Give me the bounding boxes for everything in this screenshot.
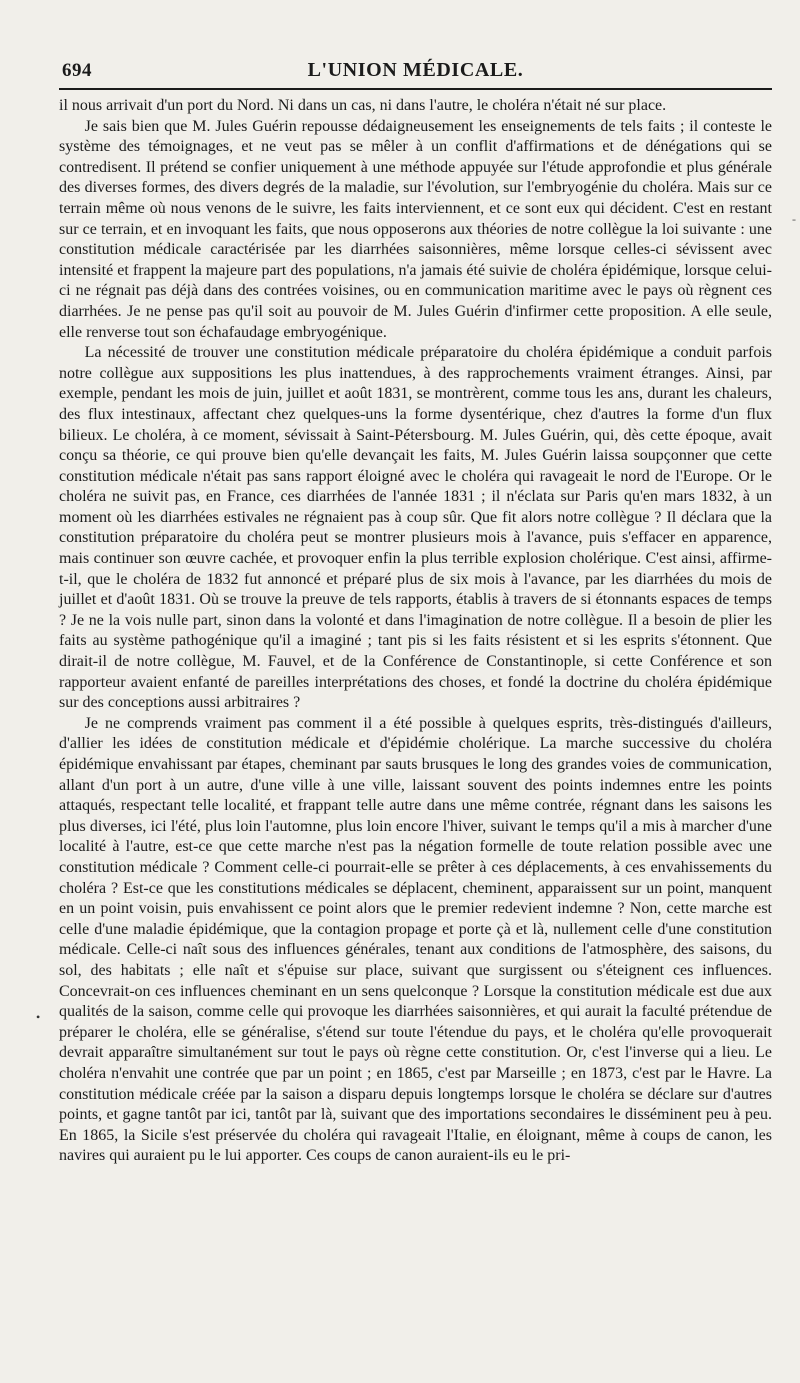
page-number: 694 xyxy=(62,60,92,81)
page-header xyxy=(59,58,772,90)
paragraph-continuation: il nous arrivait d'un port du Nord. Ni dans un cas, ni dans l'autre, le choléra n'était né sur place. xyxy=(59,97,667,114)
margin-dot: • xyxy=(36,1010,41,1024)
paragraph: Je ne comprends vraiment pas comment il a été possible à quelques esprits, très-distingués d'ailleurs, d'allier les idées de constitution médicale et d'épidémie cholérique. La marche successive du choléra épidémique envahissant par étapes, cheminant par sauts brusques le long des grandes voies de communication, allant d'un port à un autre, d'une ville à une ville, laissant souvent des points indemnes entre les points attaqués, respectant telle localité, et frappant telle autre dans une même contrée, régnant dans les saisons les plus diverses, ici l'été, plus loin l'automne, plus loin encore l'hiver, suivant le temps qu'il a mis à marcher d'une localité à l'autre, est-ce que cette marche n'est pas la négation formelle de toute relation possible avec une constitution médicale ? Comment celle-ci pourrait-elle se prêter à ces déplacements, à ces envahissements du choléra ? Est-ce que les constitutions médicales se déplacent, cheminent, apparaissent sur un point, manquent en un point voisin, puis envahissent ce point alors que le premier redevient indemne ? Non, cette marche est celle d'une maladie épidémique, que la contagion propage et porte çà et là, nullement celle d'une constitution médicale. Celle-ci naît sous des influences générales, tenant aux conditions de l'atmosphère, des saisons, du sol, des habitats ; elle naît et s'épuise sur place, suivant que surgissent ou s'éteignent ces influences. Concevrait-on ces influences cheminant en un sens quelconque ? Lorsque la constitution médicale est due aux qualités de la saison, comme celle qui provoque les diarrhées saisonnières, et qui aurait la faculté prétendue de préparer le choléra, elle se généralise, s'étend sur toute l'étendue du pays, et le choléra qu'elle provoquerait devrait apparaître simultanément sur tout le pays où règne cette constitution. Or, c'est l'inverse qui a lieu. Le choléra n'envahit une contrée que par un point ; en 1865, c'est par Marseille ; en 1873, c'est par le Havre. La constitution médicale créée par la saison a disparu depuis longtemps lorsque le choléra se déclare sur d'autres points, et gagne tantôt par ici, tantôt par là, suivant que des importations secondaires le disséminent peu à peu. En 1865, la Sicile s'est préservée du choléra qui ravageait l'Italie, en éloignant, même à coups de canon, les navires qui auraient pu le lui apporter. Ces coups de canon auraient-ils eu le pri- xyxy=(59,714,772,1165)
paragraph: La nécessité de trouver une constitution médicale préparatoire du choléra épidémique a conduit parfois notre collègue aux suppositions les plus inattendues, à des rapprochements vraiment étranges. Ainsi, par exemple, pendant les mois de juin, juillet et août 1831, se montrèrent, comme tous les ans, durant les chaleurs, des flux intestinaux, affectant chez quelques-uns la forme dysentérique, chez d'autres la forme d'un flux bilieux. Le choléra, à ce moment, sévissait à Saint-Pétersbourg. M. Jules Guérin, qui, dès cette époque, avait conçu sa théorie, ce qui prouve bien qu'elle devançait les faits, M. Jules Guérin laissa soupçonner que cette constitution médicale n'était pas sans rapport éloigné avec le choléra qui ravageait le nord de l'Europe. Or le choléra ne suivit pas, en France, ces diarrhées de l'année 1831 ; il n'éclata sur Paris qu'en mars 1832, à un moment où les diarrhées estivales ne régnaient pas à coup sûr. Que fit alors notre collègue ? Il déclara que la constitution préparatoire du choléra peut se montrer plusieurs mois à l'avance, puis s'effacer en apparence, mais continuer son œuvre cachée, et provoquer enfin la plus terrible explosion cholérique. C'est ainsi, affirme-t-il, que le choléra de 1832 fut annoncé et préparé plus de six mois à l'avance, par les diarrhées du mois de juillet et d'août 1831. Où se trouve la preuve de tels rapports, établis à travers de si étonnants espaces de temps ? Je ne la vois nulle part, sinon dans la volonté et dans l'imagination de notre collègue. Il a besoin de plier les faits au système pathogénique qu'il a imaginé ; tant pis si les faits résistent et si les esprits s'étonnent. Que dirait-il de notre collègue, M. Fauvel, et de la Conférence de Constantinople, si cette Conférence et son rapporteur avaient enfanté de pareilles interprétations des choses, et fondé la doctrine du choléra épidémique sur des conceptions aussi arbitraires ? xyxy=(59,344,772,712)
article-body xyxy=(59,96,772,1167)
margin-mark: - xyxy=(792,212,796,226)
running-title: L'UNION MÉDICALE. xyxy=(307,59,524,81)
paragraph: Je sais bien que M. Jules Guérin repousse dédaigneusement les enseignements de tels faits ; il conteste le système des témoignages, et ne veut pas se mêler à un conflit d'affirmations et de dénégations qui se contredisent. Il prétend se confier uniquement à une méthode appuyée sur l'étude approfondie et plus générale des diverses formes, des divers degrés de la maladie, sur l'évolution, sur l'embryogénie du choléra. Mais sur ce terrain même où nous venons de le suivre, les faits interviennent, et ce sont eux qui décident. C'est en restant sur ce terrain, et en invoquant les faits, que nous opposerons aux théories de notre collègue la loi suivante : une constitution médicale caractérisée par les diarrhées saisonnières, même lorsque celles-ci sévissent avec intensité et frappent la majeure part des populations, n'a jamais été suivie de choléra épidémique, lorsque celui-ci ne régnait pas déjà dans des contrées voisines, ou en communication maritime avec le pays où règnent ces diarrhées. Je ne pense pas qu'il soit au pouvoir de M. Jules Guérin d'infirmer cette proposition. A elle seule, elle renverse tout son échafaudage embryogénique. xyxy=(59,117,772,341)
